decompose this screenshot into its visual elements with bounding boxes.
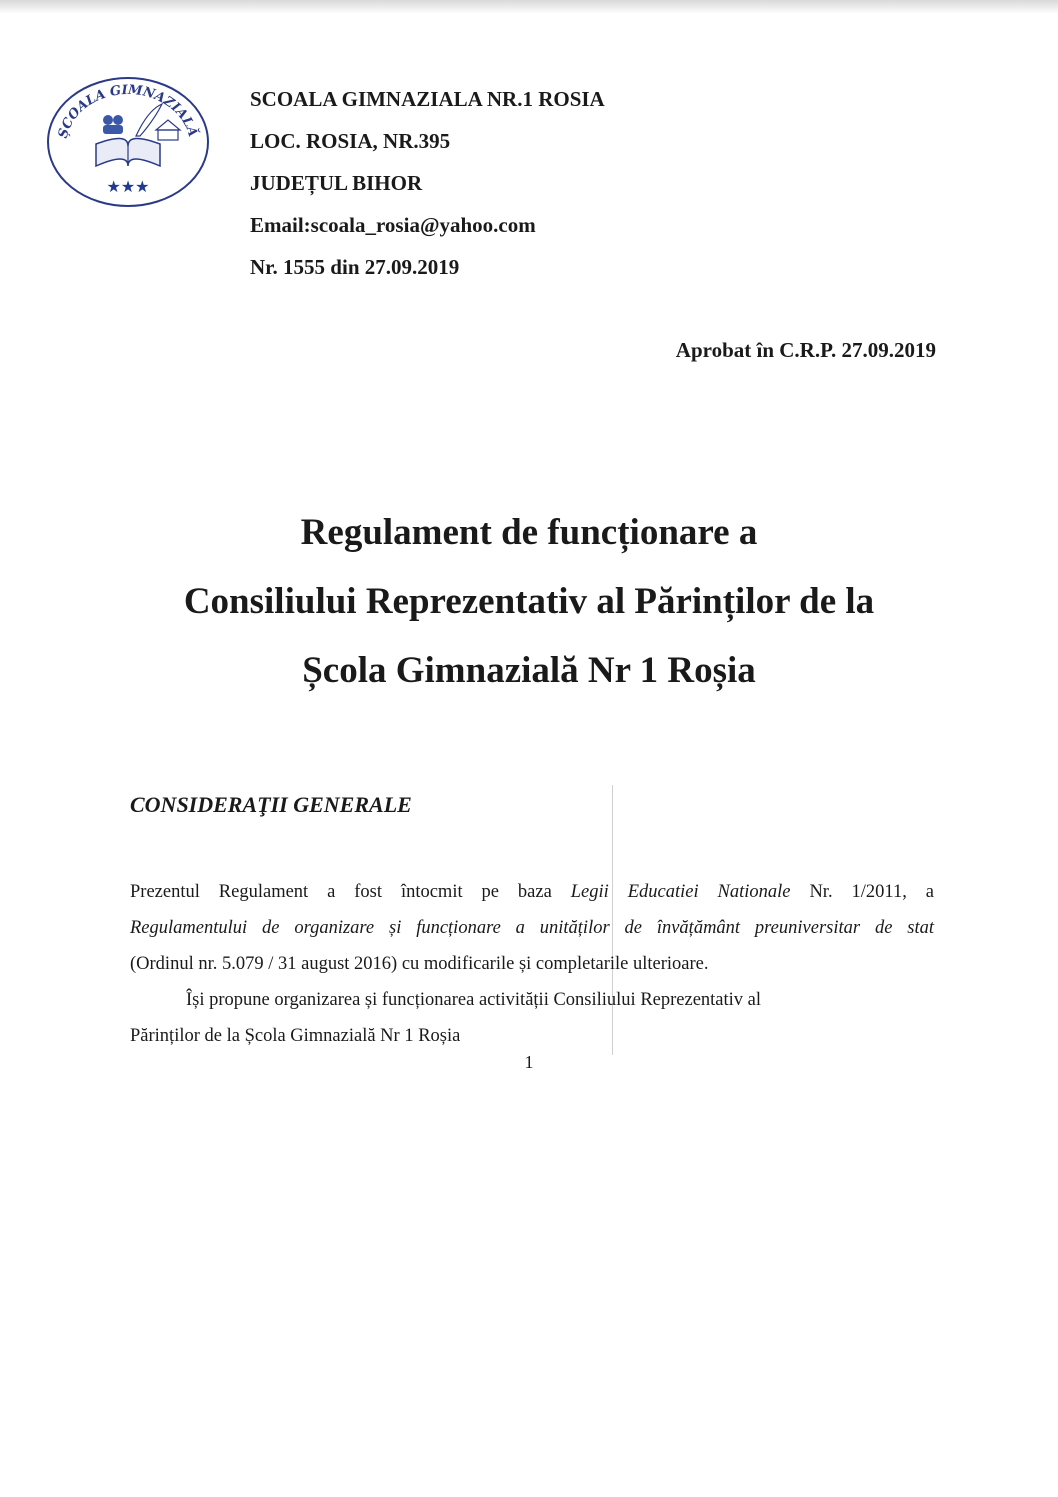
school-header [250,78,605,288]
school-locality: LOC. ROSIA, NR.395 [250,129,451,153]
school-email: Email:scoala_rosia@yahoo.com [250,213,536,237]
p1-text-a: Prezentul Regulament a fost întocmit pe baza [130,882,571,902]
school-logo-stamp [44,74,212,210]
page-number: 1 [524,1052,534,1072]
paragraph-2-line-2: Părinților de la Școla Gimnazială Nr 1 Roșia [130,1026,461,1046]
paragraph-1-line-2 [130,910,934,946]
paragraph-1-line-3: (Ordinul nr. 5.079 / 31 august 2016) cu modificarile și completarile ulterioare. [130,954,709,974]
paragraph-1-line-1 [130,874,934,910]
title-line-3: Școla Gimnazială Nr 1 Roșia [302,650,756,691]
section-heading: CONSIDERAŢII GENERALE [130,792,412,817]
logo-stars: ★★★ [106,177,150,196]
document-title [0,498,1058,705]
school-county: JUDEȚUL BIHOR [250,171,423,195]
logo-text: ȘCOALA GIMNAZIALĂ [55,82,200,140]
registration-number: Nr. 1555 din 27.09.2019 [250,255,460,279]
paragraph-2-line-1: Își propune organizarea și funcționarea activității Consiliului Reprezentativ al [186,990,762,1010]
body-text [130,874,934,1054]
title-line-1: Regulament de funcționare a [300,512,758,553]
scan-edge-shadow [0,0,1058,14]
title-line-2: Consiliului Reprezentativ al Părinților de la [183,581,875,622]
school-name: SCOALA GIMNAZIALA NR.1 ROSIA [250,87,605,111]
p1-regulation-title: Regulamentului de organizare și funcționare a unităților de învățământ preuniversitar de stat [130,918,934,938]
approval-note: Aprobat în C.R.P. 27.09.2019 [675,338,936,362]
p1-text-b: Nr. 1/2011, a [790,882,934,902]
p1-law-title: Legii Educatiei Nationale [570,882,791,902]
